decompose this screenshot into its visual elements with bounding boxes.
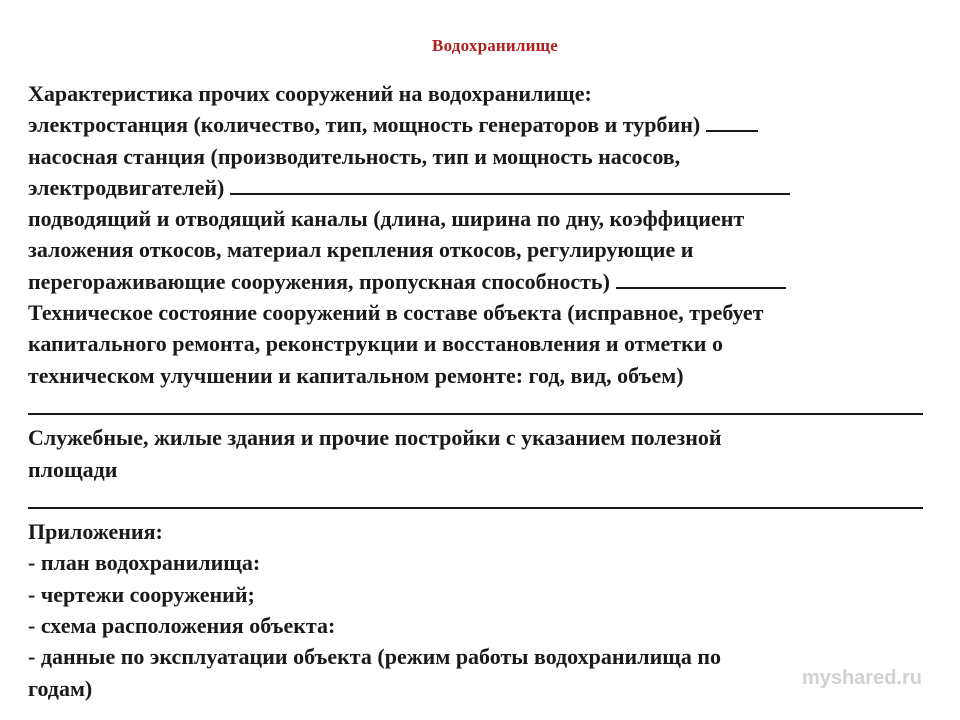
section-heading: Характеристика прочих сооружений на водохранилище: xyxy=(28,81,592,106)
list-item: - схема расположения объекта: xyxy=(28,613,336,639)
text-line xyxy=(28,266,933,297)
document-title: Водохранилище xyxy=(432,36,558,55)
fill-in-line xyxy=(28,391,933,422)
text-line: подводящий и отводящий каналы (длина, ширина по дну, коэффициент xyxy=(28,206,745,232)
fill-in-blank xyxy=(706,110,758,132)
list-item: - план водохранилища: xyxy=(28,550,261,576)
fill-in-blank xyxy=(616,267,786,289)
text-line: техническом улучшении и капитальном ремонте: год, вид, объем) xyxy=(28,362,684,388)
text-line: насосная станция (производительность, тип и мощность насосов, xyxy=(28,143,681,169)
text-span: электродвигателей) xyxy=(28,174,225,200)
document-body xyxy=(28,78,933,704)
text-line: площади xyxy=(28,456,118,482)
list-item-continuation: годам) xyxy=(28,675,93,701)
watermark: myshared.ru xyxy=(801,667,922,689)
text-line: капитального ремонта, реконструкции и восстановления и отметки о xyxy=(28,331,723,357)
text-line xyxy=(28,109,933,140)
fill-in-line xyxy=(28,485,933,516)
list-item: - чертежи сооружений; xyxy=(28,581,255,607)
text-line: Служебные, жилые здания и прочие постройки с указанием полезной xyxy=(28,425,722,451)
text-line: заложения откосов, материал крепления откосов, регулирующие и xyxy=(28,237,694,263)
fill-in-blank xyxy=(230,173,790,195)
text-span: электростанция (количество, тип, мощность генераторов и турбин) xyxy=(28,112,701,138)
appendix-heading: Приложения: xyxy=(28,519,163,545)
text-span: перегораживающие сооружения, пропускная способность) xyxy=(28,268,610,294)
text-line: Техническое состояние сооружений в составе объекта (исправное, требует xyxy=(28,300,764,326)
list-item: - данные по эксплуатации объекта (режим работы водохранилища по xyxy=(28,644,721,670)
text-line xyxy=(28,172,933,203)
